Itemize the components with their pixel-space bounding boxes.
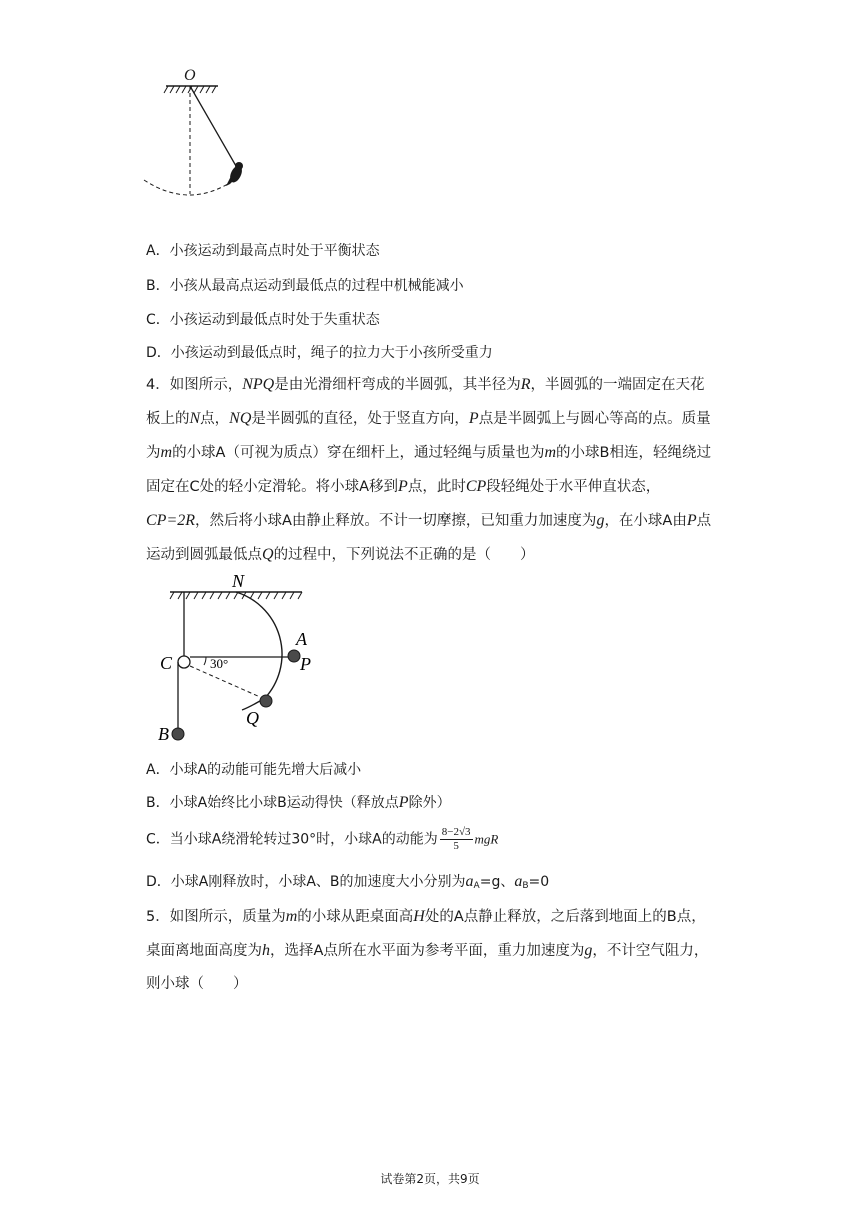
q4-option-c-text: C．当小球A绕滑轮转过30°时，小球A的动能为 bbox=[146, 831, 438, 848]
q3-option-a: A．小孩运动到最高点时处于平衡状态 bbox=[146, 243, 380, 259]
q4-option-b-var: P bbox=[398, 794, 409, 811]
q4-text-13: 点运动到圆弧最低点 bbox=[146, 513, 712, 563]
q4-var-m: m bbox=[160, 444, 173, 461]
q4-text-12: ，在小球A由 bbox=[604, 513, 687, 529]
q5-var-g: g bbox=[584, 942, 593, 959]
q4-var-cp: CP bbox=[465, 478, 487, 495]
q4-text-7: 的小球A（可视为质点）穿在细杆上，通过轻绳与质量也为 bbox=[172, 445, 545, 461]
q5-text-1: 5．如图所示，质量为 bbox=[146, 909, 286, 925]
q4-option-d-subA: A bbox=[473, 881, 480, 891]
q4-text-9: 点，此时 bbox=[407, 479, 466, 495]
q4-text-6: 点是半圆弧上与圆心等高的点。质量为 bbox=[146, 411, 711, 461]
label-q: Q bbox=[246, 708, 259, 728]
q4-var-npq: NPQ bbox=[242, 376, 275, 393]
q4-option-b-tail: 除外） bbox=[408, 795, 451, 811]
label-c: C bbox=[160, 653, 173, 673]
label-angle: 30° bbox=[210, 656, 229, 671]
q4-option-d-text: D．小球A刚释放时，小球A、B的加速度大小分别为 bbox=[146, 874, 466, 890]
q4-option-c bbox=[146, 826, 498, 853]
q5-text-5: ，不计空气阻力，则小球（ ） bbox=[146, 943, 709, 992]
q5-var-m: m bbox=[285, 908, 298, 925]
ball-b bbox=[172, 728, 184, 740]
pivot-label-o: O bbox=[184, 67, 196, 84]
q3-option-c: C．小孩运动到最低点时处于失重状态 bbox=[146, 312, 380, 328]
q5-var-h-upper: H bbox=[413, 908, 425, 925]
label-b: B bbox=[158, 724, 169, 744]
child-figure bbox=[226, 162, 244, 186]
q4-var-cp2r: CP=2R bbox=[146, 512, 196, 529]
q4-option-d-aA: a bbox=[465, 873, 474, 890]
q4-text-11: ，然后将小球A由静止释放。不计一切摩擦，已知重力加速度为 bbox=[195, 513, 597, 529]
q4-stem bbox=[146, 368, 716, 572]
q4-text-5: 是半圆弧的直径，处于竖直方向， bbox=[251, 411, 469, 427]
q4-option-d-subB: B bbox=[522, 881, 529, 891]
fraction-denominator: 5 bbox=[453, 840, 459, 852]
q4-text-14: 的过程中，下列说法不正确的是（ ） bbox=[273, 547, 535, 563]
q4-option-b-text: B．小球A始终比小球B运动得快（释放点 bbox=[146, 795, 399, 811]
q4-text-2: 是由光滑细杆弯成的半圆弧，其半径为 bbox=[274, 377, 521, 393]
q4-option-b bbox=[146, 793, 451, 813]
q4-var-nq: NQ bbox=[229, 410, 252, 427]
q4-number: 4． bbox=[146, 377, 170, 393]
q3-option-d: D．小孩运动到最低点时，绳子的拉力大于小孩所受重力 bbox=[146, 345, 493, 361]
q4-text-1: 如图所示， bbox=[169, 377, 243, 393]
label-p: P bbox=[300, 654, 311, 674]
q5-text-2: 的小球从距桌面高 bbox=[297, 909, 414, 925]
q5-text-4: ，选择A点所在水平面为参考平面，重力加速度为 bbox=[270, 943, 585, 959]
q5-stem bbox=[146, 900, 716, 1001]
q4-option-d-eqB: =0 bbox=[528, 874, 550, 890]
q4-var-p3: P bbox=[686, 512, 697, 529]
semicircle-pulley-figure bbox=[150, 572, 320, 752]
ball-q bbox=[260, 695, 272, 707]
q4-var-r: R bbox=[520, 376, 531, 393]
pendulum-figure bbox=[138, 62, 258, 202]
q4-var-m2: m bbox=[544, 444, 557, 461]
q4-var-p: P bbox=[468, 410, 479, 427]
q4-option-c-fraction bbox=[440, 826, 473, 853]
pulley-c bbox=[178, 656, 190, 668]
q4-option-d-aB: a bbox=[514, 873, 523, 890]
label-n: N bbox=[232, 572, 245, 591]
fraction-numerator: 8−2√3 bbox=[441, 826, 471, 838]
q4-var-n: N bbox=[189, 410, 201, 427]
q4-option-d bbox=[146, 872, 549, 896]
q4-text-10: 段轻绳处于水平伸直状态， bbox=[486, 479, 661, 495]
page-footer: 试卷第2页，共9页 bbox=[380, 1172, 480, 1186]
q4-var-g: g bbox=[596, 512, 605, 529]
q4-text-3: ，半圆弧的一端固定在天花板上的 bbox=[146, 377, 705, 427]
q4-var-p2: P bbox=[398, 478, 408, 495]
q4-option-d-eqA: =g、 bbox=[479, 874, 515, 890]
ball-a bbox=[288, 650, 300, 662]
q4-option-c-mgr: mgR bbox=[474, 831, 499, 847]
q5-text-3: 处的A点静止释放，之后落到地面上的B点，桌面离地面高度为 bbox=[146, 909, 706, 959]
q4-var-q: Q bbox=[262, 546, 274, 563]
q4-text-8: 的小球B相连，轻绳绕过固定在C处的轻小定滑轮。将小球A移到 bbox=[146, 445, 711, 495]
q5-var-h-lower: h bbox=[262, 942, 270, 959]
label-a: A bbox=[296, 629, 307, 649]
q4-text-4: 点， bbox=[200, 411, 230, 427]
q4-option-a: A．小球A的动能可能先增大后减小 bbox=[146, 762, 362, 778]
q3-option-b: B．小孩从最高点运动到最低点的过程中机械能减小 bbox=[146, 278, 464, 294]
